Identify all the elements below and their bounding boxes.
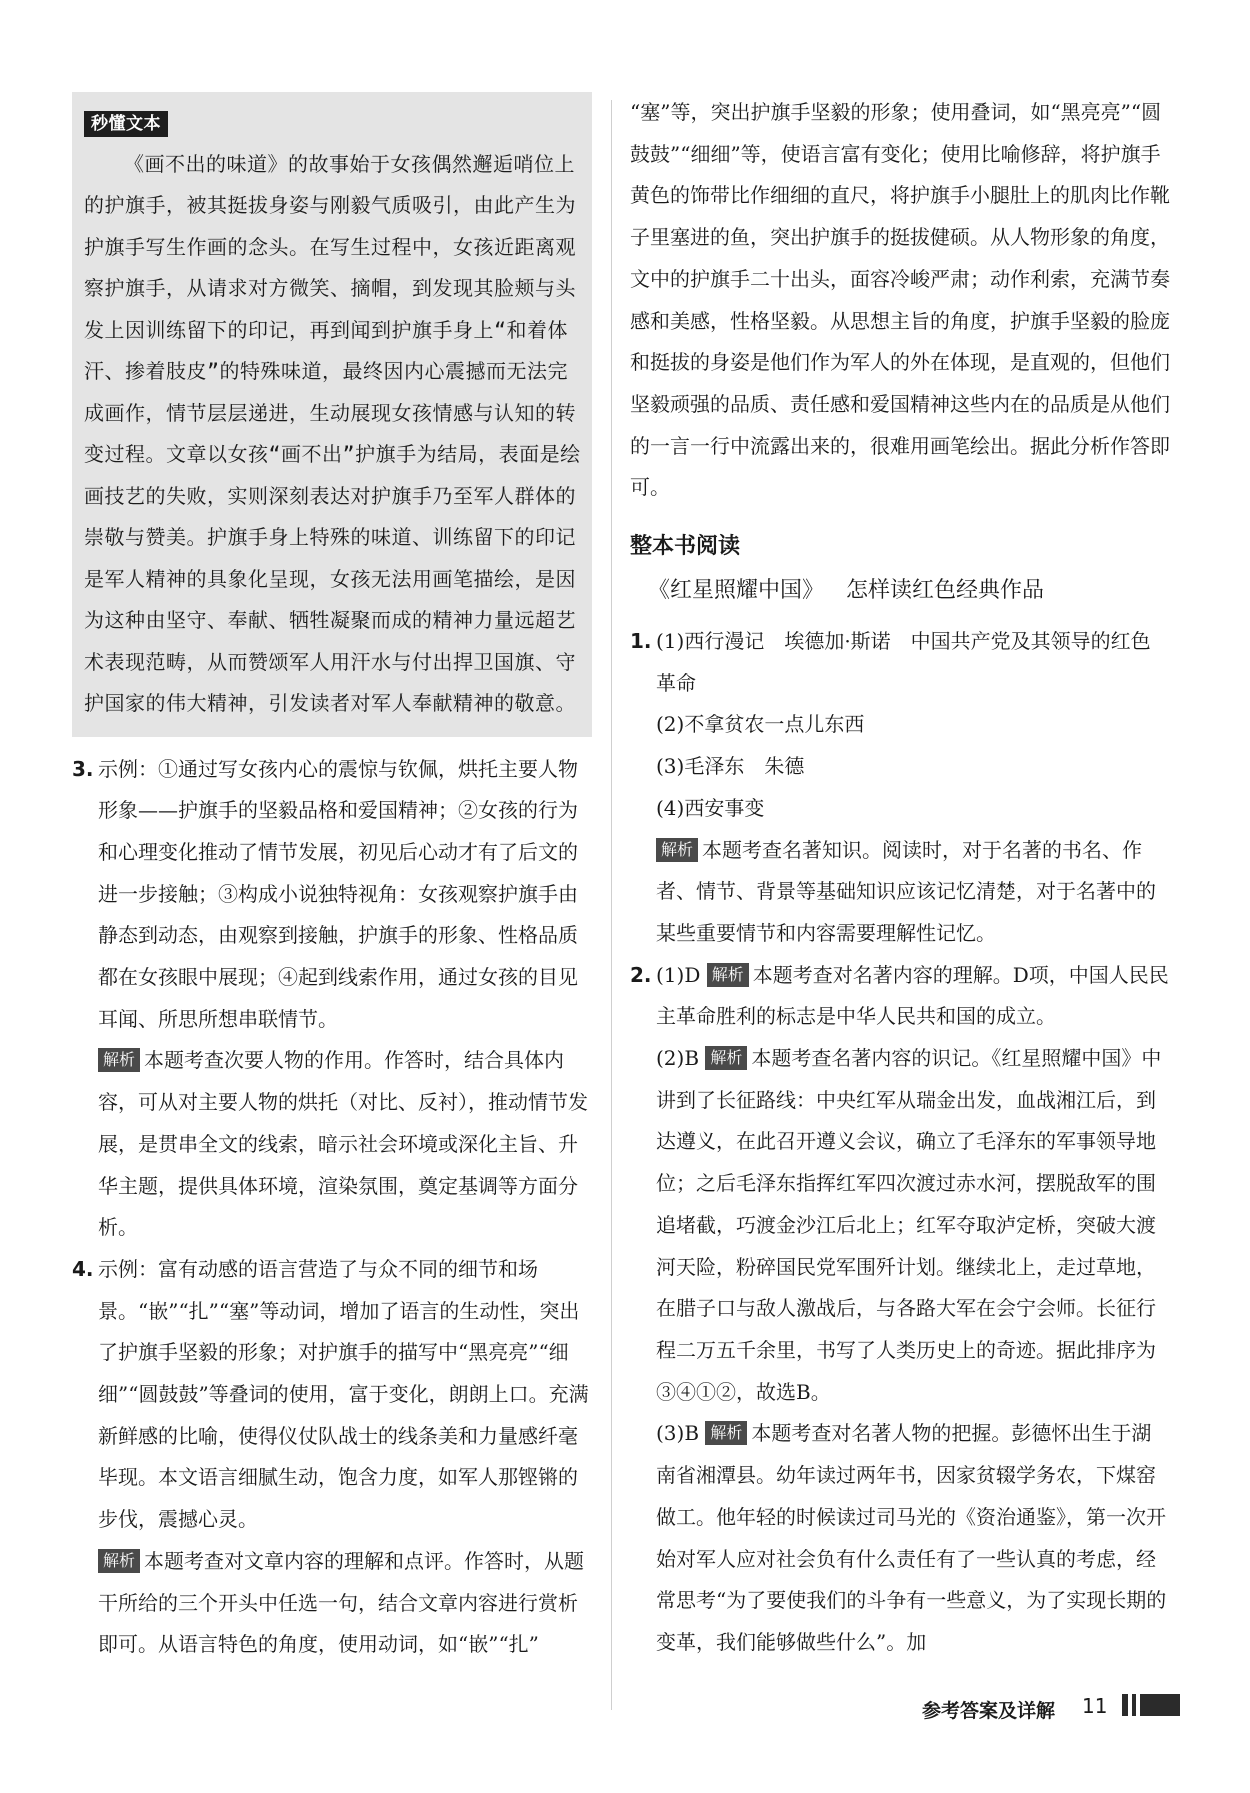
answer-1: (1)西行漫记 埃德加·斯诺 中国共产党及其领导的红色革命 xyxy=(656,629,1151,695)
analysis-3 xyxy=(72,1040,592,1249)
answer-part-3: (3)B xyxy=(656,1421,700,1446)
book-question-2 xyxy=(630,955,1170,1038)
question-number: 1. xyxy=(630,629,652,654)
answer-part-2: (2)B xyxy=(656,1046,700,1071)
analysis-text: 本题考查名著内容的识记。《红星照耀中国》中讲到了长征路线：中央红军从瑞金出发，血战湘江后，到达遵义，在此召开遵义会议，确立了毛泽东的军事领导地位；之后毛泽东指挥红军四次渡过赤水河，摆脱敌军的围追堵截，巧渡金沙江后北上；红军夺取泸定桥，突破大渡河天险，粉碎国民党军围歼计划。继续北上，走过草地，在腊子口与敌人激战后，与各路大军在会宁会师。长征行程二万五千余里，书写了人类历史上的奇迹。据此排序为③④①②，故选B。 xyxy=(656,1046,1162,1404)
left-column xyxy=(72,92,592,1666)
book-question-1 xyxy=(630,621,1170,704)
analysis-tag: 解析 xyxy=(98,1549,140,1573)
column-divider xyxy=(611,100,612,1710)
analysis-tag: 解析 xyxy=(705,1421,747,1445)
footer-label: 参考答案及详解 xyxy=(922,1700,1056,1722)
analysis-text: 本题考查名著知识。阅读时，对于名著的书名、作者、情节、背景等基础知识应该记忆清楚，对于名著中的某些重要情节和内容需要理解性记忆。 xyxy=(656,837,1156,945)
book-title: 《红星照耀中国》 xyxy=(648,578,825,604)
summary-tag: 秒懂文本 xyxy=(84,111,168,137)
section-subtitle xyxy=(630,569,1170,613)
summary-text: 《画不出的味道》的故事始于女孩偶然邂逅哨位上的护旗手，被其挺拔身姿与刚毅气质吸引，由此产生为护旗手写生作画的念头。在写生过程中，女孩近距离观察护旗手，从请求对方微笑、摘帽，到发现其脸颊与头发上因训练留下的印记，再到闻到护旗手身上“和着体汗、掺着肢皮”的特殊味道，最终因内心震撼而无法完成画作，情节层层递进，生动展现女孩情感与认知的转变过程。文章以女孩“画不出”护旗手为结局，表面是绘画技艺的失败，实则深刻表达对护旗手乃至军人群体的崇敬与赞美。护旗手身上特殊的味道、训练留下的印记是军人精神的具象化呈现，女孩无法用画笔描绘，是因为这种由坚守、奉献、牺牲凝聚而成的精神力量远超艺术表现范畴，从而赞颂军人用汗水与付出捍卫国旗、守护国家的伟大精神，引发读者对军人奉献精神的敬意。 xyxy=(84,151,581,715)
question-answer: 示例：①通过写女孩内心的震惊与钦佩，烘托主要人物形象——护旗手的坚毅品格和爱国精神；②女孩的行为和心理变化推动了情节发展，初见后心动才有了后文的进一步接触；③构成小说独特视角：女孩观察护旗手由静态到动态，由观察到接触，护旗手的形象、性格品质都在女孩眼中展现；④起到线索作用，通过女孩的目见耳闻、所思所想串联情节。 xyxy=(98,756,578,1031)
question-2-part-3 xyxy=(630,1413,1170,1663)
question-number: 4. xyxy=(72,1256,94,1281)
analysis-q1 xyxy=(630,830,1170,955)
question-4 xyxy=(72,1249,592,1541)
page-number: 11 xyxy=(1082,1694,1108,1718)
analysis-tag: 解析 xyxy=(707,963,749,987)
answer-2: (2)不拿贫农一点儿东西 xyxy=(656,712,865,737)
question-answer: 示例：富有动感的语言营造了与众不同的细节和场景。“嵌”“扎”“塞”等动词，增加了语言的生动性，突出了护旗手坚毅的形象；对护旗手的描写中“黑亮亮”“细细”“圆鼓鼓”等叠词的使用，富于变化，朗朗上口。充满新鲜感的比喻，使得仪仗队战士的线条美和力量感纤毫毕现。本文语言细腻生动，饱含力度，如军人那铿锵的步伐，震撼心灵。 xyxy=(98,1256,589,1532)
subtitle-text: 怎样读红色经典作品 xyxy=(846,578,1045,604)
answer-4: (4)西安事变 xyxy=(656,795,765,820)
summary-box xyxy=(72,92,592,737)
analysis-text: 本题考查对名著内容的理解。D项，中国人民民主革命胜利的标志是中华人民共和国的成立。 xyxy=(656,962,1169,1029)
question-2-part-2 xyxy=(630,1038,1170,1413)
question-3 xyxy=(72,749,592,1041)
answer-part-1: (1)D xyxy=(656,962,701,987)
answer-3: (3)毛泽东 朱德 xyxy=(656,754,805,779)
analysis-tag: 解析 xyxy=(656,838,698,862)
question-number: 3. xyxy=(72,756,94,781)
analysis-tag: 解析 xyxy=(98,1048,140,1072)
footer-decoration xyxy=(1122,1694,1180,1716)
analysis-4 xyxy=(72,1541,592,1666)
section-title: 整本书阅读 xyxy=(630,534,741,560)
analysis-text: 本题考查对文章内容的理解和点评。作答时，从题干所给的三个开头中任选一句，结合文章内容进行赏析即可。从语言特色的角度，使用动词，如“嵌”“扎” xyxy=(98,1548,585,1657)
question-number: 2. xyxy=(630,962,652,987)
analysis-text: 本题考查次要人物的作用。作答时，结合具体内容，可从对主要人物的烘托（对比、反衬），推动情节发展，是贯串全文的线索，暗示社会环境或深化主旨、升华主题，提供具体环境，渲染氛围，奠定基调等方面分析。 xyxy=(98,1048,588,1240)
right-column xyxy=(630,92,1170,1664)
analysis-tag: 解析 xyxy=(705,1046,747,1070)
analysis-text: 本题考查对名著人物的把握。彭德怀出生于湖南省湘潭县。幼年读过两年书，因家贫辍学务农，下煤窑做工。他年轻的时候读过司马光的《资治通鉴》，第一次开始对军人应对社会负有什么责任有了一些认真的考虑，经常思考“为了要使我们的斗争有一些意义，为了实现长期的变革，我们能够做些什么”。加 xyxy=(656,1421,1167,1654)
analysis-4-continued: “塞”等，突出护旗手坚毅的形象；使用叠词，如“黑亮亮”“圆鼓鼓”“细细”等，使语言富有变化；使用比喻修辞，将护旗手黄色的饰带比作细细的直尺，将护旗手小腿肚上的肌肉比作靴子里塞进的鱼，突出护旗手的挺拔健硕。从人物形象的角度，文中的护旗手二十出头，面容冷峻严肃；动作利索，充满节奏感和美感，性格坚毅。从思想主旨的角度，护旗手坚毅的脸庞和挺拔的身姿是他们作为军人的外在体现，是直观的，但他们坚毅顽强的品质、责任感和爱国精神这些内在的品质是从他们的一言一行中流露出来的，很难用画笔绘出。据此分析作答即可。 xyxy=(630,100,1170,500)
